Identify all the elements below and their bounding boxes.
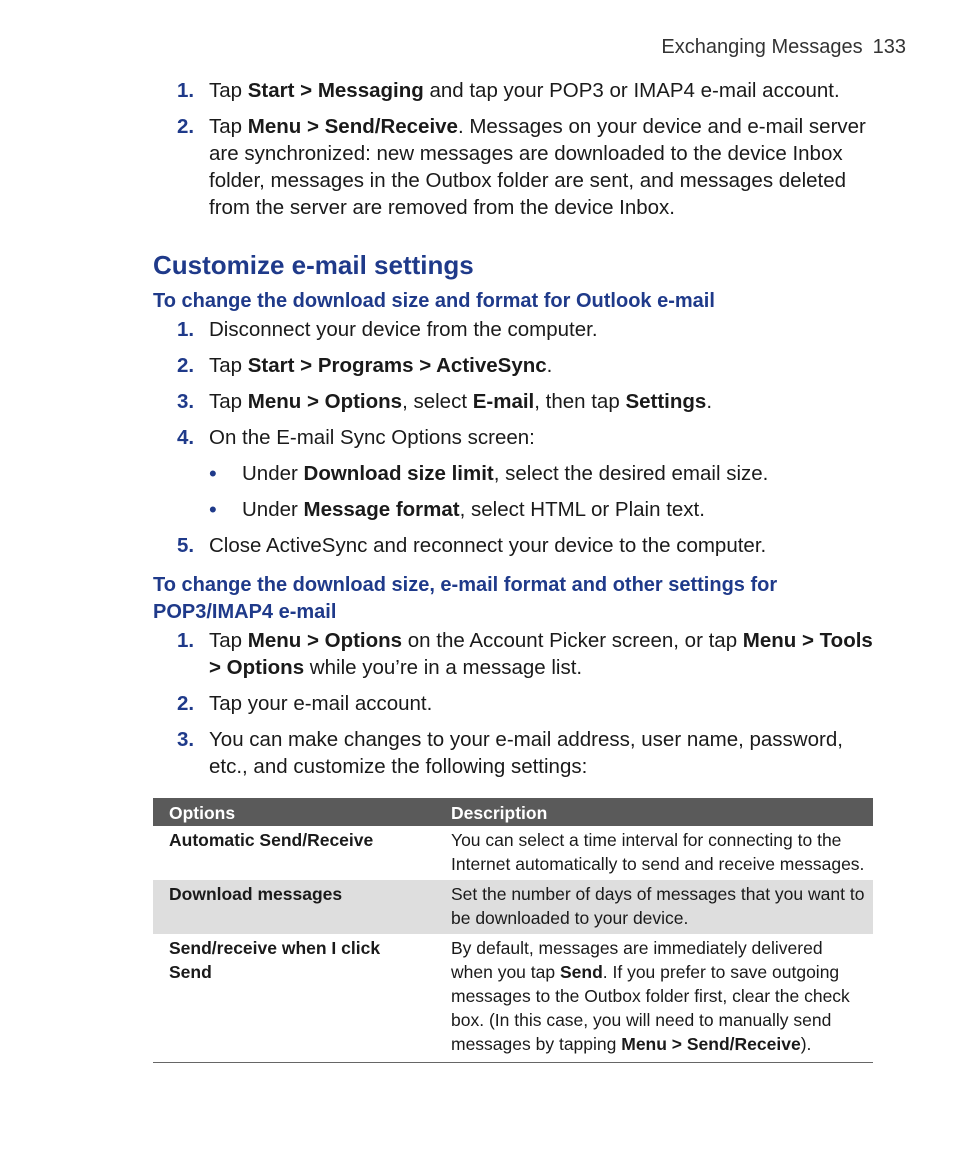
table-row <box>153 826 873 880</box>
procedure-heading: To change the download size and format for Outlook e-mail <box>153 290 715 312</box>
list-item: 4. On the E-mail Sync Options screen: <box>177 426 535 449</box>
option-description: Set the number of days of messages that you want to be downloaded to your device. <box>435 880 873 934</box>
option-name: Send/receive when I click Send <box>153 934 435 1063</box>
list-item: 5. Close ActiveSync and reconnect your device to the computer. <box>177 534 767 557</box>
running-header <box>661 36 906 59</box>
list-item: 1. Disconnect your device from the computer. <box>177 318 598 341</box>
list-item: 3. You can make changes to your e-mail address, user name, password, etc., and customize the following settings: <box>177 728 843 778</box>
list-item: 3. Tap Menu > Options, select E-mail, then tap Settings. <box>177 390 713 413</box>
option-description: By default, messages are immediately delivered when you tap Send. If you prefer to save outgoing messages to the Outbox folder first, clear the check box. (In this case, you will need to manually send messages by tapping Menu > Send/Receive). <box>435 934 873 1063</box>
settings-table <box>153 798 873 1063</box>
option-description: You can select a time interval for connecting to the Internet automatically to send and receive messages. <box>451 830 865 874</box>
list-item: 2. Tap Start > Programs > ActiveSync. <box>177 354 553 377</box>
list-item: 2. Tap Menu > Send/Receive. Messages on your device and e-mail server are synchronized: new messages are downloaded to the device Inbox folder, messages in the Outbox folder are sent, and messages deleted from the server are removed from the device Inbox. <box>177 115 866 219</box>
column-header-options: Options <box>153 798 435 826</box>
column-header-description: Description <box>435 798 873 826</box>
step-number: 2. <box>177 115 195 138</box>
option-name: Automatic Send/Receive <box>169 830 374 850</box>
top-steps <box>0 77 954 221</box>
section-heading: Customize e-mail settings <box>153 250 474 280</box>
procedure-steps <box>0 316 954 559</box>
bullet-item: • Under Message format, select HTML or Plain text. <box>209 497 705 522</box>
list-item: 1. Tap Menu > Options on the Account Picker screen, or tap Menu > Tools > Options while you’re in a message list. <box>177 629 873 679</box>
option-name: Download messages <box>153 880 435 934</box>
bullet-icon: • <box>209 497 217 522</box>
step-number: 1. <box>177 79 195 102</box>
procedure-heading: To change the download size, e-mail format and other settings for POP3/IMAP4 e-mail <box>153 574 778 623</box>
table-row <box>153 934 873 1063</box>
procedure-steps <box>0 627 954 780</box>
bullet-item: • Under Download size limit, select the desired email size. <box>209 461 769 486</box>
list-item: 2. Tap your e-mail account. <box>177 692 433 715</box>
table-row <box>153 880 873 934</box>
table-header-row <box>153 798 873 826</box>
header-section-title: Exchanging Messages <box>661 36 863 58</box>
page-number: 133 <box>872 36 906 58</box>
bullet-icon: • <box>209 461 217 486</box>
list-item: 1. Tap Start > Messaging and tap your POP3 or IMAP4 e-mail account. <box>177 79 840 102</box>
